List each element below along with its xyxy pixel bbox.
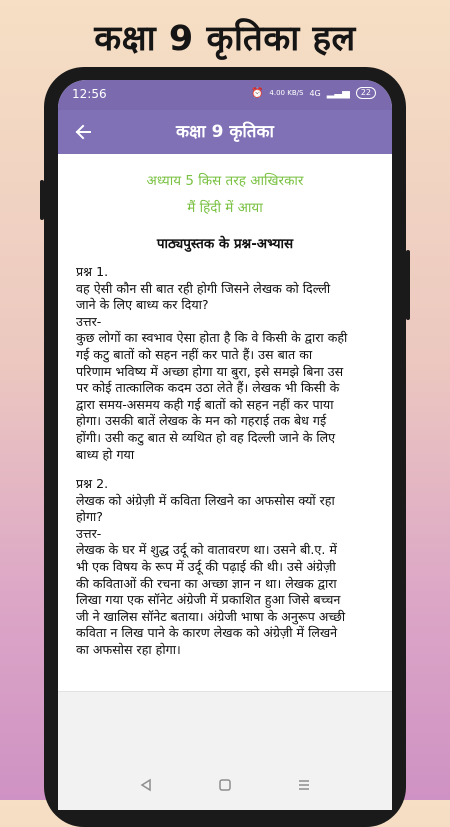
qa-line: द्वारा समय-असमय कही गई बातों को सहन नहीं कर पाया [76,396,334,412]
menu-lines-icon[interactable] [284,770,324,800]
qa-line: लेखक को अंग्रेज़ी में कविता लिखने का अफसोस क्यों रहा [76,492,335,508]
back-arrow-icon[interactable] [68,117,98,147]
qa-line: भी एक विषय के रूप में उर्दू की पढ़ाई की थी। उसे अंग्रेज़ी [76,558,336,574]
qa-line: कविता न लिख पाने के कारण लेखक को अंग्रेज़ी में लिखने [76,625,338,641]
qa-line: कुछ लोगों का स्वभाव ऐसा होता है कि वे किसी के द्वारा कही [76,330,348,346]
chapter-content[interactable] [58,154,392,691]
qa-line: उत्तर- [76,313,102,329]
qa-line: पर कोई तात्कालिक कदम उठा लेते हैं। लेखक भी किसी के [76,380,340,396]
qa-line: का अफसोस रहा होगा। [76,641,181,657]
qa-line: प्रश्न 1. [76,264,109,279]
qa-line: परिणाम भविष्य में अच्छा होगा या बुरा, इसे समझे बिना उस [76,363,344,379]
qa-line: होंगी। उसी कटु बात से व्यथित हो वह दिल्ली जाने के लिए [76,429,336,445]
chapter-title-line1: अध्याय 5 किस तरह आखिरकार [146,173,304,189]
qa-line: लेखक के घर में शुद्ध उर्दू को वातावरण था। उसने बी.ए. में [76,542,337,558]
app-bar [58,110,392,154]
battery-icon: 22 [356,87,376,99]
app-title: कक्षा 9 कृतिका [176,122,274,142]
qa-line: उत्तर- [76,525,102,541]
qa-line: लिखा गया एक सॉनेट अंग्रेजी में प्रकाशित हुआ जिसे बच्चन [76,592,341,608]
signal-icon: ▂▃▅ [326,87,350,99]
system-nav-bar [58,691,392,810]
qa-line: की कविताओं की रचना का अच्छा ज्ञान न था। लेखक द्वारा [76,575,337,591]
promo-title: कक्षा 9 कृतिका हल [94,19,356,59]
qa-line: जाने के लिए बाध्य कर दिया? [76,297,209,313]
status-bar [58,80,392,110]
power-button [406,250,410,320]
status-time: 12:56 [72,87,107,101]
qa-line: जी ने खालिस सॉनेट बताया। अंग्रेजी भाषा के अनुरूप अच्छी [76,608,346,624]
question-answer-1 [76,264,378,463]
network-speed: 4.00 KB/S [269,89,304,97]
qa-line: होगा। उसकी बातें लेखक के मन को गहराई तक बेध गई [76,413,327,429]
alarm-icon: ⏰ [250,87,264,99]
qa-line: वह ऐसी कौन सी बात रही होगी जिसने लेखक को दिल्ली [76,280,331,296]
qa-line: बाध्य हो गया [76,446,135,462]
qa-line: प्रश्न 2. [76,476,109,491]
square-home-icon[interactable] [205,770,245,800]
status-icons [251,87,376,99]
qa-line: गई कटु बातों को सहन नहीं कर पाते हैं। उस बात का [76,346,313,362]
section-title: पाठ्यपुस्तक के प्रश्न-अभ्यास [156,236,294,252]
phone-screen [58,80,392,810]
signal-label: 4G [309,88,321,98]
chapter-title-line2: मैं हिंदी में आया [187,200,263,216]
qa-line: होगा? [76,509,103,525]
chapter-title [58,168,392,222]
volume-button [40,180,44,220]
triangle-back-icon[interactable] [126,770,166,800]
question-answer-2 [76,476,378,659]
